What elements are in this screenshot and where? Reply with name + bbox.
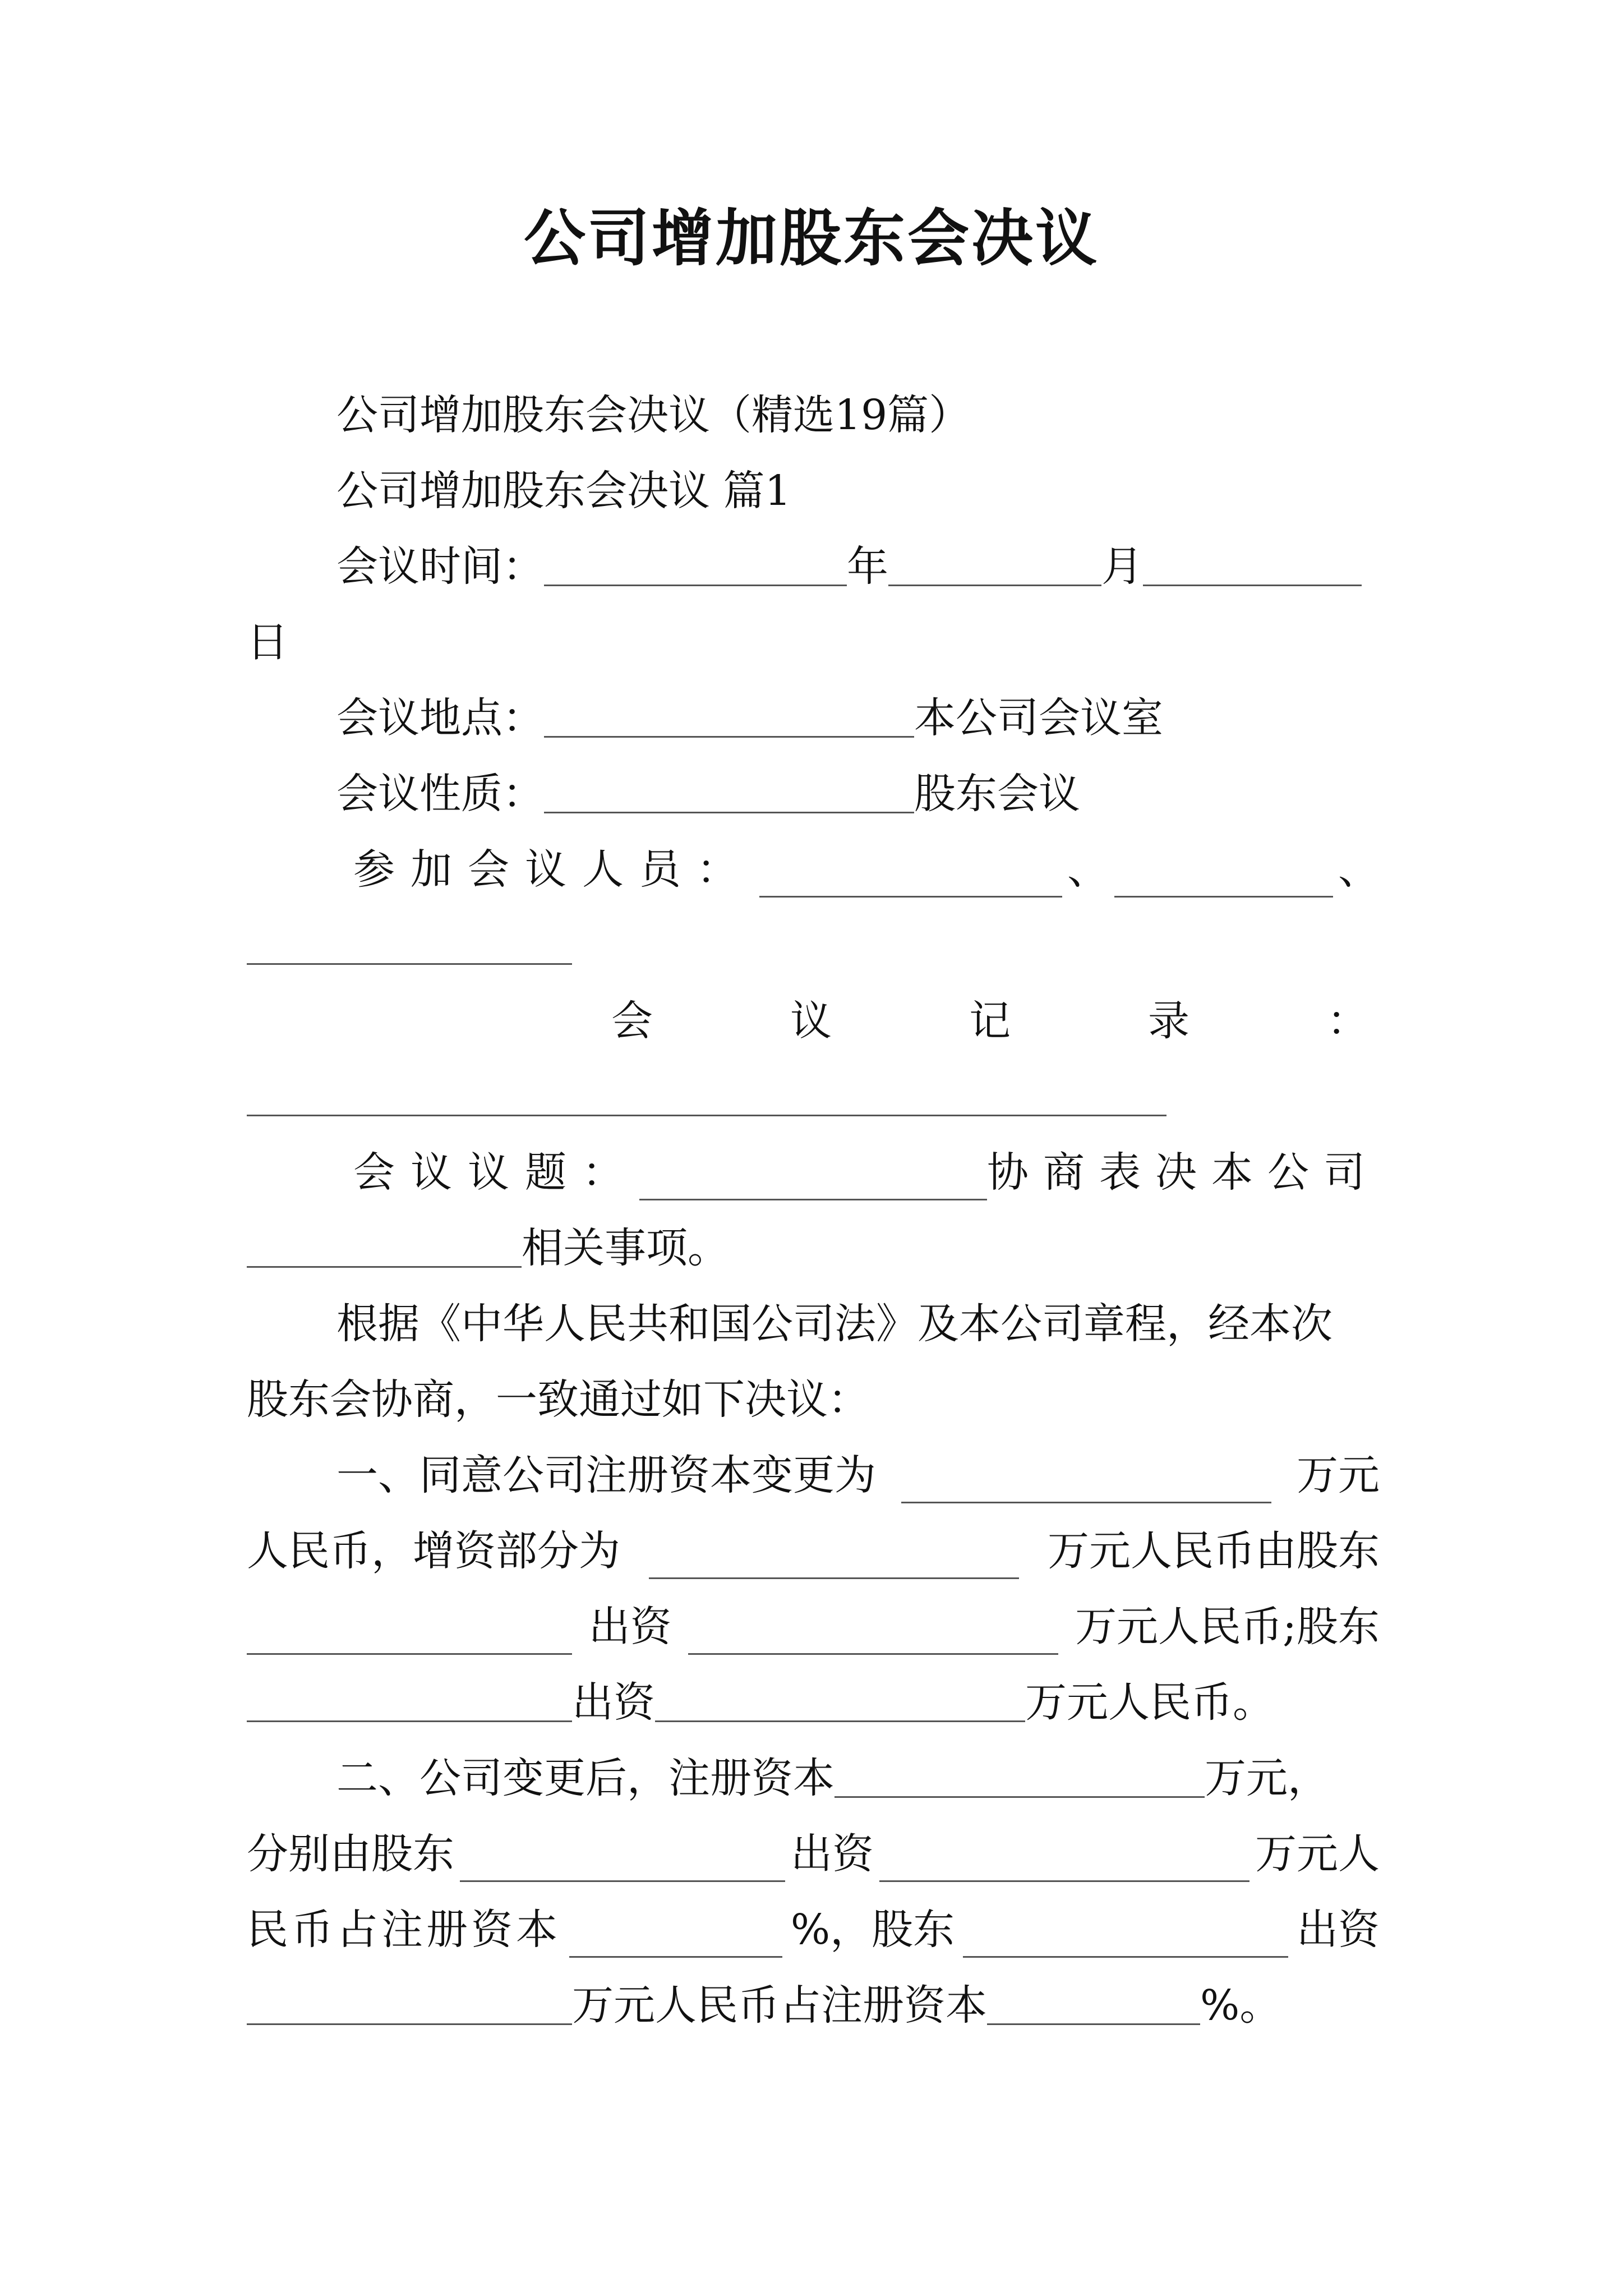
meeting-record-heading <box>611 993 1368 1049</box>
topic-blank-1 <box>639 1165 987 1200</box>
record-blank-line <box>247 1069 1166 1125</box>
record-blank <box>247 1081 1166 1116</box>
basis-line-2: 股东会协商，一致通过如下决议： <box>247 1375 869 1424</box>
meeting-place-line <box>336 690 1163 746</box>
chapter-heading: 公司增加股东会决议 篇1 <box>336 467 791 515</box>
record-char-4: 录 <box>1148 997 1189 1045</box>
item1-text-5: 出资 <box>588 1603 672 1651</box>
attendee-blank-1 <box>759 862 1062 898</box>
item2-text-9: 万元人民币占注册资本 <box>572 1981 987 2030</box>
item1-text-3: 人民币，增资部分为 <box>247 1527 620 1575</box>
item2-text-2: 万元， <box>1205 1754 1329 1802</box>
item1-blank-5 <box>247 1687 572 1722</box>
attendee-blank-line <box>247 917 572 973</box>
meeting-time-label: 会议时间： <box>336 542 544 591</box>
meeting-nature-blank <box>544 778 914 813</box>
item2-blank-4 <box>569 1922 782 1958</box>
item1-text-7: 出资 <box>572 1678 655 1727</box>
item2-line-3 <box>247 1902 1380 1958</box>
item2-text-7: %，股东 <box>790 1906 955 1954</box>
record-char-2: 议 <box>790 997 832 1045</box>
item1-text-8: 万元人民币。 <box>1025 1678 1274 1727</box>
meeting-place-label: 会议地点： <box>336 694 544 742</box>
meeting-nature-label: 会议性质： <box>336 770 544 818</box>
year-blank <box>544 551 847 586</box>
item2-text-1: 二、公司变更后，注册资本 <box>336 1754 834 1802</box>
attendee-sep-1: 、 <box>1067 845 1109 894</box>
record-char-5: ： <box>1327 997 1368 1045</box>
month-blank <box>888 551 1101 586</box>
record-char-3: 记 <box>969 997 1011 1045</box>
item2-blank-6 <box>247 1990 572 2025</box>
item2-blank-5 <box>963 1922 1288 1958</box>
subtitle: 公司增加股东会决议（精选19篇） <box>336 391 971 439</box>
attendee-sep-2: 、 <box>1338 845 1380 894</box>
topic-text-1: 协商表决本公司 <box>987 1148 1380 1197</box>
item1-blank-2 <box>649 1544 1019 1579</box>
day-blank <box>1143 551 1362 586</box>
item2-text-3: 分别由股东 <box>247 1830 454 1878</box>
item2-text-5: 万元人 <box>1255 1830 1380 1878</box>
meeting-nature-value: 股东会议 <box>914 770 1080 818</box>
topic-line <box>353 1144 1380 1200</box>
item2-line-4 <box>247 1977 1281 2033</box>
document-title: 公司增加股东会决议 <box>524 202 1099 274</box>
item1-blank-1 <box>901 1468 1271 1503</box>
item1-text-2: 万元 <box>1297 1451 1380 1499</box>
item1-line-3 <box>247 1599 1380 1655</box>
attendees-label: 参加会议人员： <box>353 845 754 894</box>
basis-line-1: 根据《中华人民共和国公司法》及本公司章程，经本次 <box>336 1300 1332 1348</box>
item1-text-6: 万元人民币;股东 <box>1075 1603 1380 1651</box>
year-label: 年 <box>847 542 888 591</box>
item1-blank-3 <box>247 1619 572 1655</box>
topic-blank-2 <box>247 1232 522 1268</box>
item1-line-2 <box>247 1523 1380 1579</box>
meeting-nature-line <box>336 766 1080 822</box>
meeting-place-value: 本公司会议室 <box>914 694 1163 742</box>
attendee-blank-2 <box>1114 862 1333 898</box>
item2-blank-2 <box>460 1847 785 1882</box>
item2-text-8: 出资 <box>1296 1906 1380 1954</box>
month-label: 月 <box>1101 542 1143 591</box>
meeting-place-blank <box>544 702 914 738</box>
attendees-line <box>353 841 1380 898</box>
topic-text-2: 相关事项。 <box>522 1224 729 1272</box>
item2-text-10: %。 <box>1200 1981 1281 2030</box>
item2-line-1 <box>336 1750 1329 1806</box>
meeting-time-line <box>336 539 1362 595</box>
item2-line-2 <box>247 1826 1380 1882</box>
record-char-1: 会 <box>611 997 653 1045</box>
attendee-blank-3 <box>247 930 572 965</box>
item1-line-4 <box>247 1674 1274 1731</box>
item1-text-1: 一、同意公司注册资本变更为 <box>336 1451 876 1499</box>
item1-blank-4 <box>688 1619 1058 1655</box>
day-label: 日 <box>247 618 288 666</box>
topic-line-2 <box>247 1220 729 1276</box>
topic-label: 会议议题： <box>353 1148 639 1197</box>
item2-blank-7 <box>987 1990 1200 2025</box>
item1-text-4: 万元人民币由股东 <box>1048 1527 1380 1575</box>
item2-text-6: 民币占注册资本 <box>247 1906 561 1954</box>
item1-line-1 <box>336 1447 1380 1503</box>
item1-blank-6 <box>655 1687 1025 1722</box>
item2-blank-3 <box>879 1847 1249 1882</box>
item2-blank-1 <box>834 1763 1205 1798</box>
item2-text-4: 出资 <box>791 1830 874 1878</box>
